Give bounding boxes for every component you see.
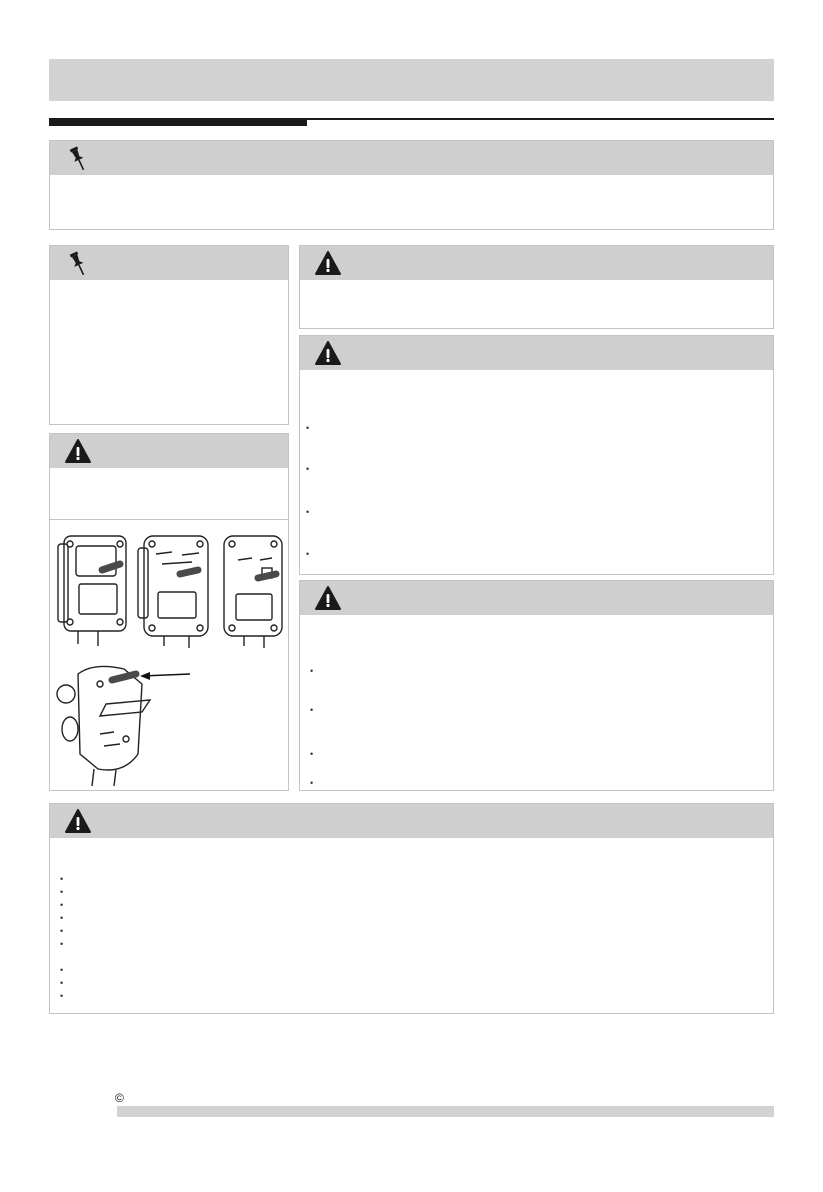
note-box-header (50, 246, 288, 280)
warning-box-header (300, 246, 773, 280)
bullet-marker: • (60, 900, 64, 910)
warning-box-bottom (49, 803, 774, 1014)
illustration-divider (50, 519, 288, 520)
note-box-top (49, 140, 774, 230)
warning-triangle-icon (64, 807, 92, 835)
bullet-marker: • (310, 749, 314, 759)
warning-triangle-icon (64, 437, 92, 465)
warning-box-header (300, 581, 773, 615)
bullet-marker: • (306, 507, 310, 517)
warning-box-header (300, 336, 773, 370)
bullet-marker: • (306, 423, 310, 433)
plug-adapters-illustration (54, 524, 286, 786)
bullet-marker: • (60, 991, 64, 1001)
copyright-icon: © (115, 1091, 124, 1105)
bullet-marker: • (60, 874, 64, 884)
warning-box-right-2 (299, 335, 774, 575)
bullet-marker: • (60, 965, 64, 975)
note-box-left (49, 245, 289, 425)
bullet-marker: • (60, 978, 64, 988)
warning-box-left (49, 433, 289, 791)
warning-triangle-icon (314, 249, 342, 277)
pushpin-icon (64, 144, 92, 172)
bullet-marker: • (60, 926, 64, 936)
bullet-marker: • (310, 666, 314, 676)
warning-box-right-1 (299, 245, 774, 329)
bullet-marker: • (310, 778, 314, 788)
warning-box-header (50, 434, 288, 468)
bullet-marker: • (306, 464, 310, 474)
note-box-header (50, 141, 773, 175)
bullet-marker: • (60, 887, 64, 897)
warning-box-header (50, 804, 773, 838)
pushpin-icon (64, 249, 92, 277)
bullet-marker: • (60, 939, 64, 949)
bullet-marker: • (306, 549, 310, 559)
footer-band (117, 1106, 774, 1117)
warning-triangle-icon (314, 584, 342, 612)
bullet-marker: • (310, 705, 314, 715)
bullet-marker: • (60, 913, 64, 923)
page-title-band (49, 59, 774, 101)
header-rule-accent (49, 118, 307, 126)
warning-box-right-3 (299, 580, 774, 791)
warning-triangle-icon (314, 339, 342, 367)
